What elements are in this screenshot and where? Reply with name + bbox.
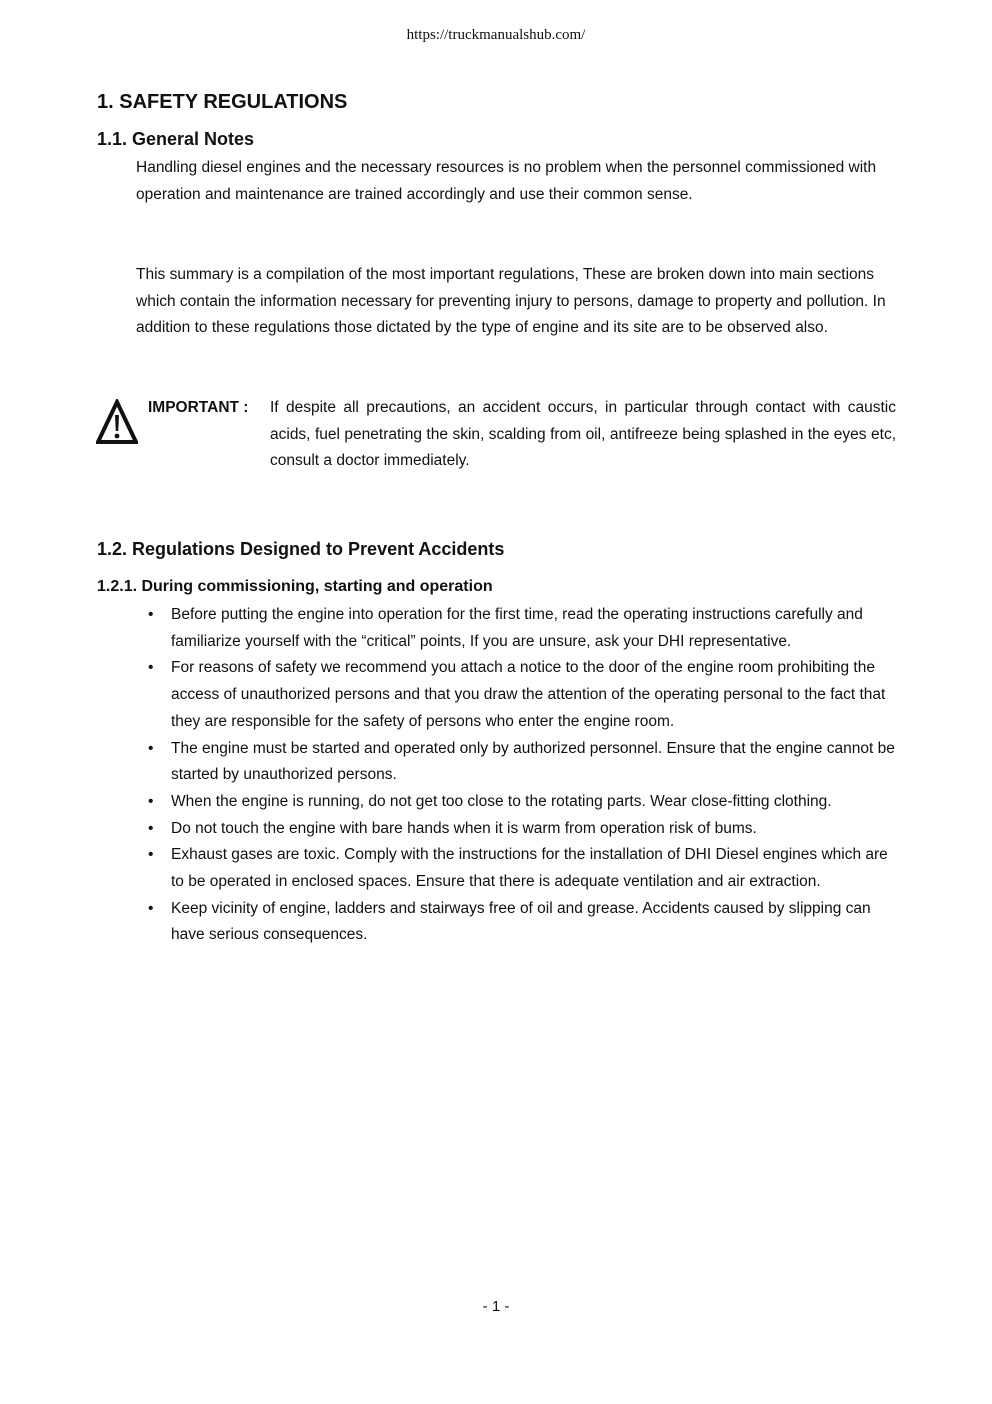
bullet-icon: •: [148, 899, 154, 917]
bullet-icon: •: [148, 846, 154, 864]
page-number: - 1 -: [482, 1298, 510, 1315]
list-item: [148, 842, 896, 895]
section-title-safety-regulations: 1. SAFETY REGULATIONS: [97, 91, 348, 113]
list-item-text: Exhaust gases are toxic. Comply with the instructions for the installation of DHI Diesel engines which are to be operated in enclosed spaces. Ensure that there is adequate ventilation and air extraction.: [171, 846, 888, 891]
list-item-text: Do not touch the engine with bare hands when it is warm from operation risk of bums.: [171, 819, 757, 837]
general-notes-paragraph-1: Handling diesel engines and the necessary resources is no problem when the personnel commissioned with operation and maintenance are trained accordingly and use their common sense.: [136, 159, 877, 203]
section-title-general-notes: 1.1. General Notes: [97, 129, 255, 149]
bullet-icon: •: [148, 606, 154, 623]
subsection-title-commissioning: 1.2.1. During commissioning, starting and operation: [97, 578, 493, 595]
section-title-prevent-accidents: 1.2. Regulations Designed to Prevent Accidents: [97, 539, 505, 559]
bullet-icon: •: [148, 819, 154, 837]
list-item: [148, 816, 896, 843]
list-item: [148, 789, 896, 816]
safety-bullet-list: [148, 602, 896, 949]
list-item-text: For reasons of safety we recommend you attach a notice to the door of the engine room prohibiting the access of unauthorized persons and that you draw the attention of the operating personal to the fact that they are responsible for the safety of persons who enter the engine room.: [171, 659, 886, 730]
list-item-text: Keep vicinity of engine, ladders and stairways free of oil and grease. Accidents caused by slipping can have serious consequences.: [171, 899, 871, 944]
list-item: [148, 896, 896, 949]
list-item: [148, 602, 896, 655]
list-item-text: The engine must be started and operated only by authorized personnel. Ensure that the engine cannot be started by unauthorized persons.: [171, 739, 895, 784]
list-item-text: Before putting the engine into operation for the first time, read the operating instructions carefully and familiarize yourself with the “critical” points, If you are unsure, ask your DHI representative.: [171, 606, 863, 650]
bullet-icon: •: [148, 792, 154, 810]
warning-triangle-icon: [96, 399, 138, 445]
list-item: [148, 736, 896, 789]
general-notes-paragraph-2: This summary is a compilation of the most important regulations, These are broken down into main sections which contain the information necessary for preventing injury to persons, damage to property and pollution. In addition to these regulations those dictated by the type of engine and its site are to be observed also.: [136, 266, 886, 337]
header-url: https://truckmanualshub.com/: [406, 27, 586, 43]
bullet-icon: •: [148, 739, 154, 757]
important-label: IMPORTANT :: [148, 399, 249, 416]
list-item: [148, 655, 896, 735]
list-item-text: When the engine is running, do not get too close to the rotating parts. Wear close-fitting clothing.: [171, 792, 832, 810]
bullet-icon: •: [148, 659, 154, 677]
important-notice-text: If despite all precautions, an accident occurs, in particular through contact with caustic acids, fuel penetrating the skin, scalding from oil, antifreeze being splashed in the eyes etc, consult a doctor immediately.: [270, 399, 896, 470]
